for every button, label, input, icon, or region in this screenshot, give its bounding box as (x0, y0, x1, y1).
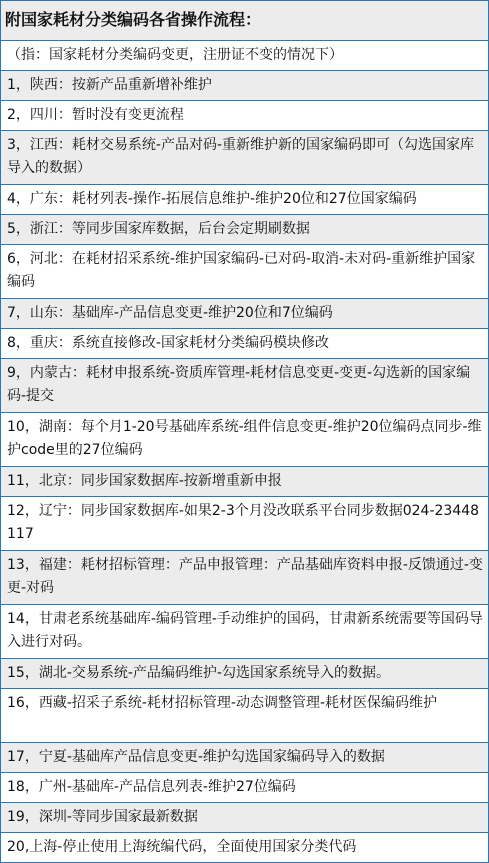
procedure-row-xizang: 16，西藏-招采子系统-耗材招标管理-动态调整管理-耗材医保编码维护 (1, 689, 488, 743)
procedure-row-guangdong: 4，广东：耗材列表-操作-拓展信息维护-维护20位和27位国家编码 (1, 185, 488, 215)
procedure-row-neimenggu: 9，内蒙古：耗材申报系统-资质库管理-耗材信息变更-变更-勾选新的国家编码-提交 (1, 359, 488, 413)
procedure-row-shanghai: 20,上海-停止使用上海统编代码，全面使用国家分类代码 (1, 833, 488, 863)
procedure-row-hunan: 10，湖南：每个月1-20号基础库系统-组件信息变更-维护20位编码点同步-维护code里的27位编码 (1, 413, 488, 467)
procedure-row-hebei: 6，河北：在耗材招采系统-维护国家编码-已对码-取消-未对码-重新维护国家编码 (1, 245, 488, 299)
procedure-row-shandong: 7，山东：基础库-产品信息变更-维护20位和7位编码 (1, 299, 488, 329)
procedure-row-gansu: 14，甘肃老系统基础库-编码管理-手动维护的国码，甘肃新系统需要等国码导入进行对码。 (1, 605, 488, 659)
procedure-row-chongqing: 8，重庆：系统直接修改-国家耗材分类编码模块修改 (1, 329, 488, 359)
procedure-row-zhejiang: 5，浙江：等同步国家库数据，后台会定期刷数据 (1, 215, 488, 245)
document-title: 附国家耗材分类编码各省操作流程： (1, 1, 488, 41)
procedure-row-hubei: 15，湖北-交易系统-产品编码维护-勾选国家系统导入的数据。 (1, 659, 488, 689)
procedure-row-shenzhen: 19，深圳-等同步国家最新数据 (1, 803, 488, 833)
scope-note: （指：国家耗材分类编码变更，注册证不变的情况下） (1, 41, 488, 71)
procedure-row-sichuan: 2，四川：暂时没有变更流程 (1, 101, 488, 131)
procedure-row-jiangxi: 3，江西：耗材交易系统-产品对码-重新维护新的国家编码即可（勾选国家库导入的数据） (1, 131, 488, 185)
procedure-row-shaanxi: 1，陕西：按新产品重新增补维护 (1, 71, 488, 101)
procedure-row-fujian: 13，福建：耗材招标管理：产品申报管理：产品基础库资料申报-反馈通过-变更-对码 (1, 551, 488, 605)
procedure-row-liaoning: 12，辽宁：同步国家数据库-如果2-3个月没改联系平台同步数据024-23448117 (1, 497, 488, 551)
procedure-row-ningxia: 17，宁夏-基础库产品信息变更-维护勾选国家编码导入的数据 (1, 743, 488, 773)
procedure-row-guangzhou: 18，广州-基础库-产品信息列表-维护27位编码 (1, 773, 488, 803)
procedure-row-beijing: 11，北京：同步国家数据库-按新增重新申报 (1, 467, 488, 497)
